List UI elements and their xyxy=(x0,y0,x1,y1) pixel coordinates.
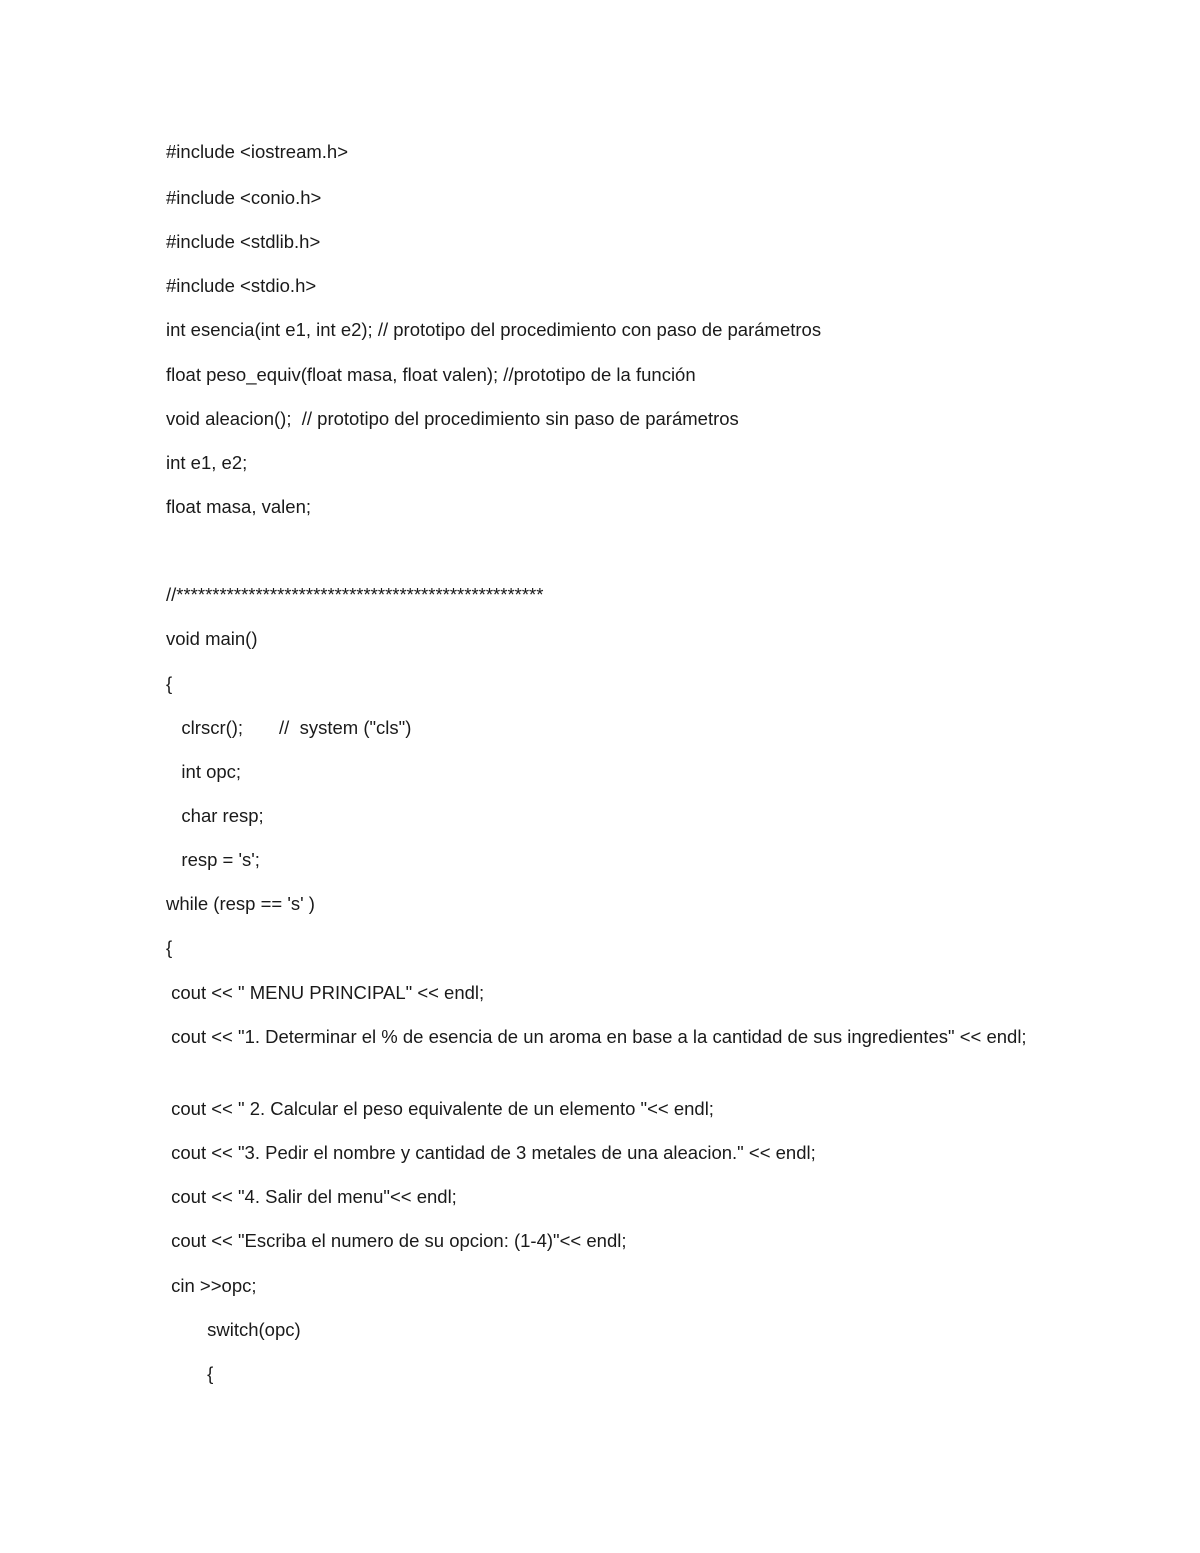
code-line-include-conio: #include <conio.h> xyxy=(166,187,322,208)
code-line-while: while (resp == 's' ) xyxy=(166,893,315,914)
code-line-int-globals: int e1, e2; xyxy=(166,452,248,473)
code-line-separator-comment: //*************************************************** xyxy=(166,584,544,605)
code-line-cout-option-3: cout << "3. Pedir el nombre y cantidad de 3 metales de una aleacion." << endl; xyxy=(166,1142,816,1163)
code-line-float-globals: float masa, valen; xyxy=(166,496,311,517)
code-line-aleacion-prototype: void aleacion(); // prototipo del procedimiento sin paso de parámetros xyxy=(166,408,739,429)
code-line-clrscr: clrscr(); // system ("cls") xyxy=(166,717,412,738)
code-line-cout-menu-principal: cout << " MENU PRINCIPAL" << endl; xyxy=(166,982,485,1003)
code-line-open-brace-switch: { xyxy=(166,1363,214,1384)
code-line-int-opc: int opc; xyxy=(166,761,242,782)
code-line-resp-assign: resp = 's'; xyxy=(166,849,260,870)
code-line-include-stdlib: #include <stdlib.h> xyxy=(166,231,321,252)
code-line-switch: switch(opc) xyxy=(166,1319,301,1340)
code-line-cout-option-2: cout << " 2. Calcular el peso equivalente de un elemento "<< endl; xyxy=(166,1098,714,1119)
code-line-char-resp: char resp; xyxy=(166,805,264,826)
code-line-include-stdio: #include <stdio.h> xyxy=(166,275,317,296)
code-line-cout-option-4: cout << "4. Salir del menu"<< endl; xyxy=(166,1186,457,1207)
code-line-include-iostream: #include <iostream.h> xyxy=(166,141,349,162)
code-line-peso-equiv-prototype: float peso_equiv(float masa, float valen); //prototipo de la función xyxy=(166,364,696,385)
code-line-cout-prompt: cout << "Escriba el numero de su opcion: (1-4)"<< endl; xyxy=(166,1230,627,1251)
code-line-open-brace-main: { xyxy=(166,673,173,694)
code-line-cout-option-1: cout << "1. Determinar el % de esencia de un aroma en base a la cantidad de sus ingredientes" << endl; xyxy=(166,1026,1027,1047)
code-line-void-main: void main() xyxy=(166,628,258,649)
code-line-cin-opc: cin >>opc; xyxy=(166,1275,257,1296)
code-line-open-brace-while: { xyxy=(166,937,173,958)
code-line-esencia-prototype: int esencia(int e1, int e2); // prototipo del procedimiento con paso de parámetros xyxy=(166,319,822,340)
